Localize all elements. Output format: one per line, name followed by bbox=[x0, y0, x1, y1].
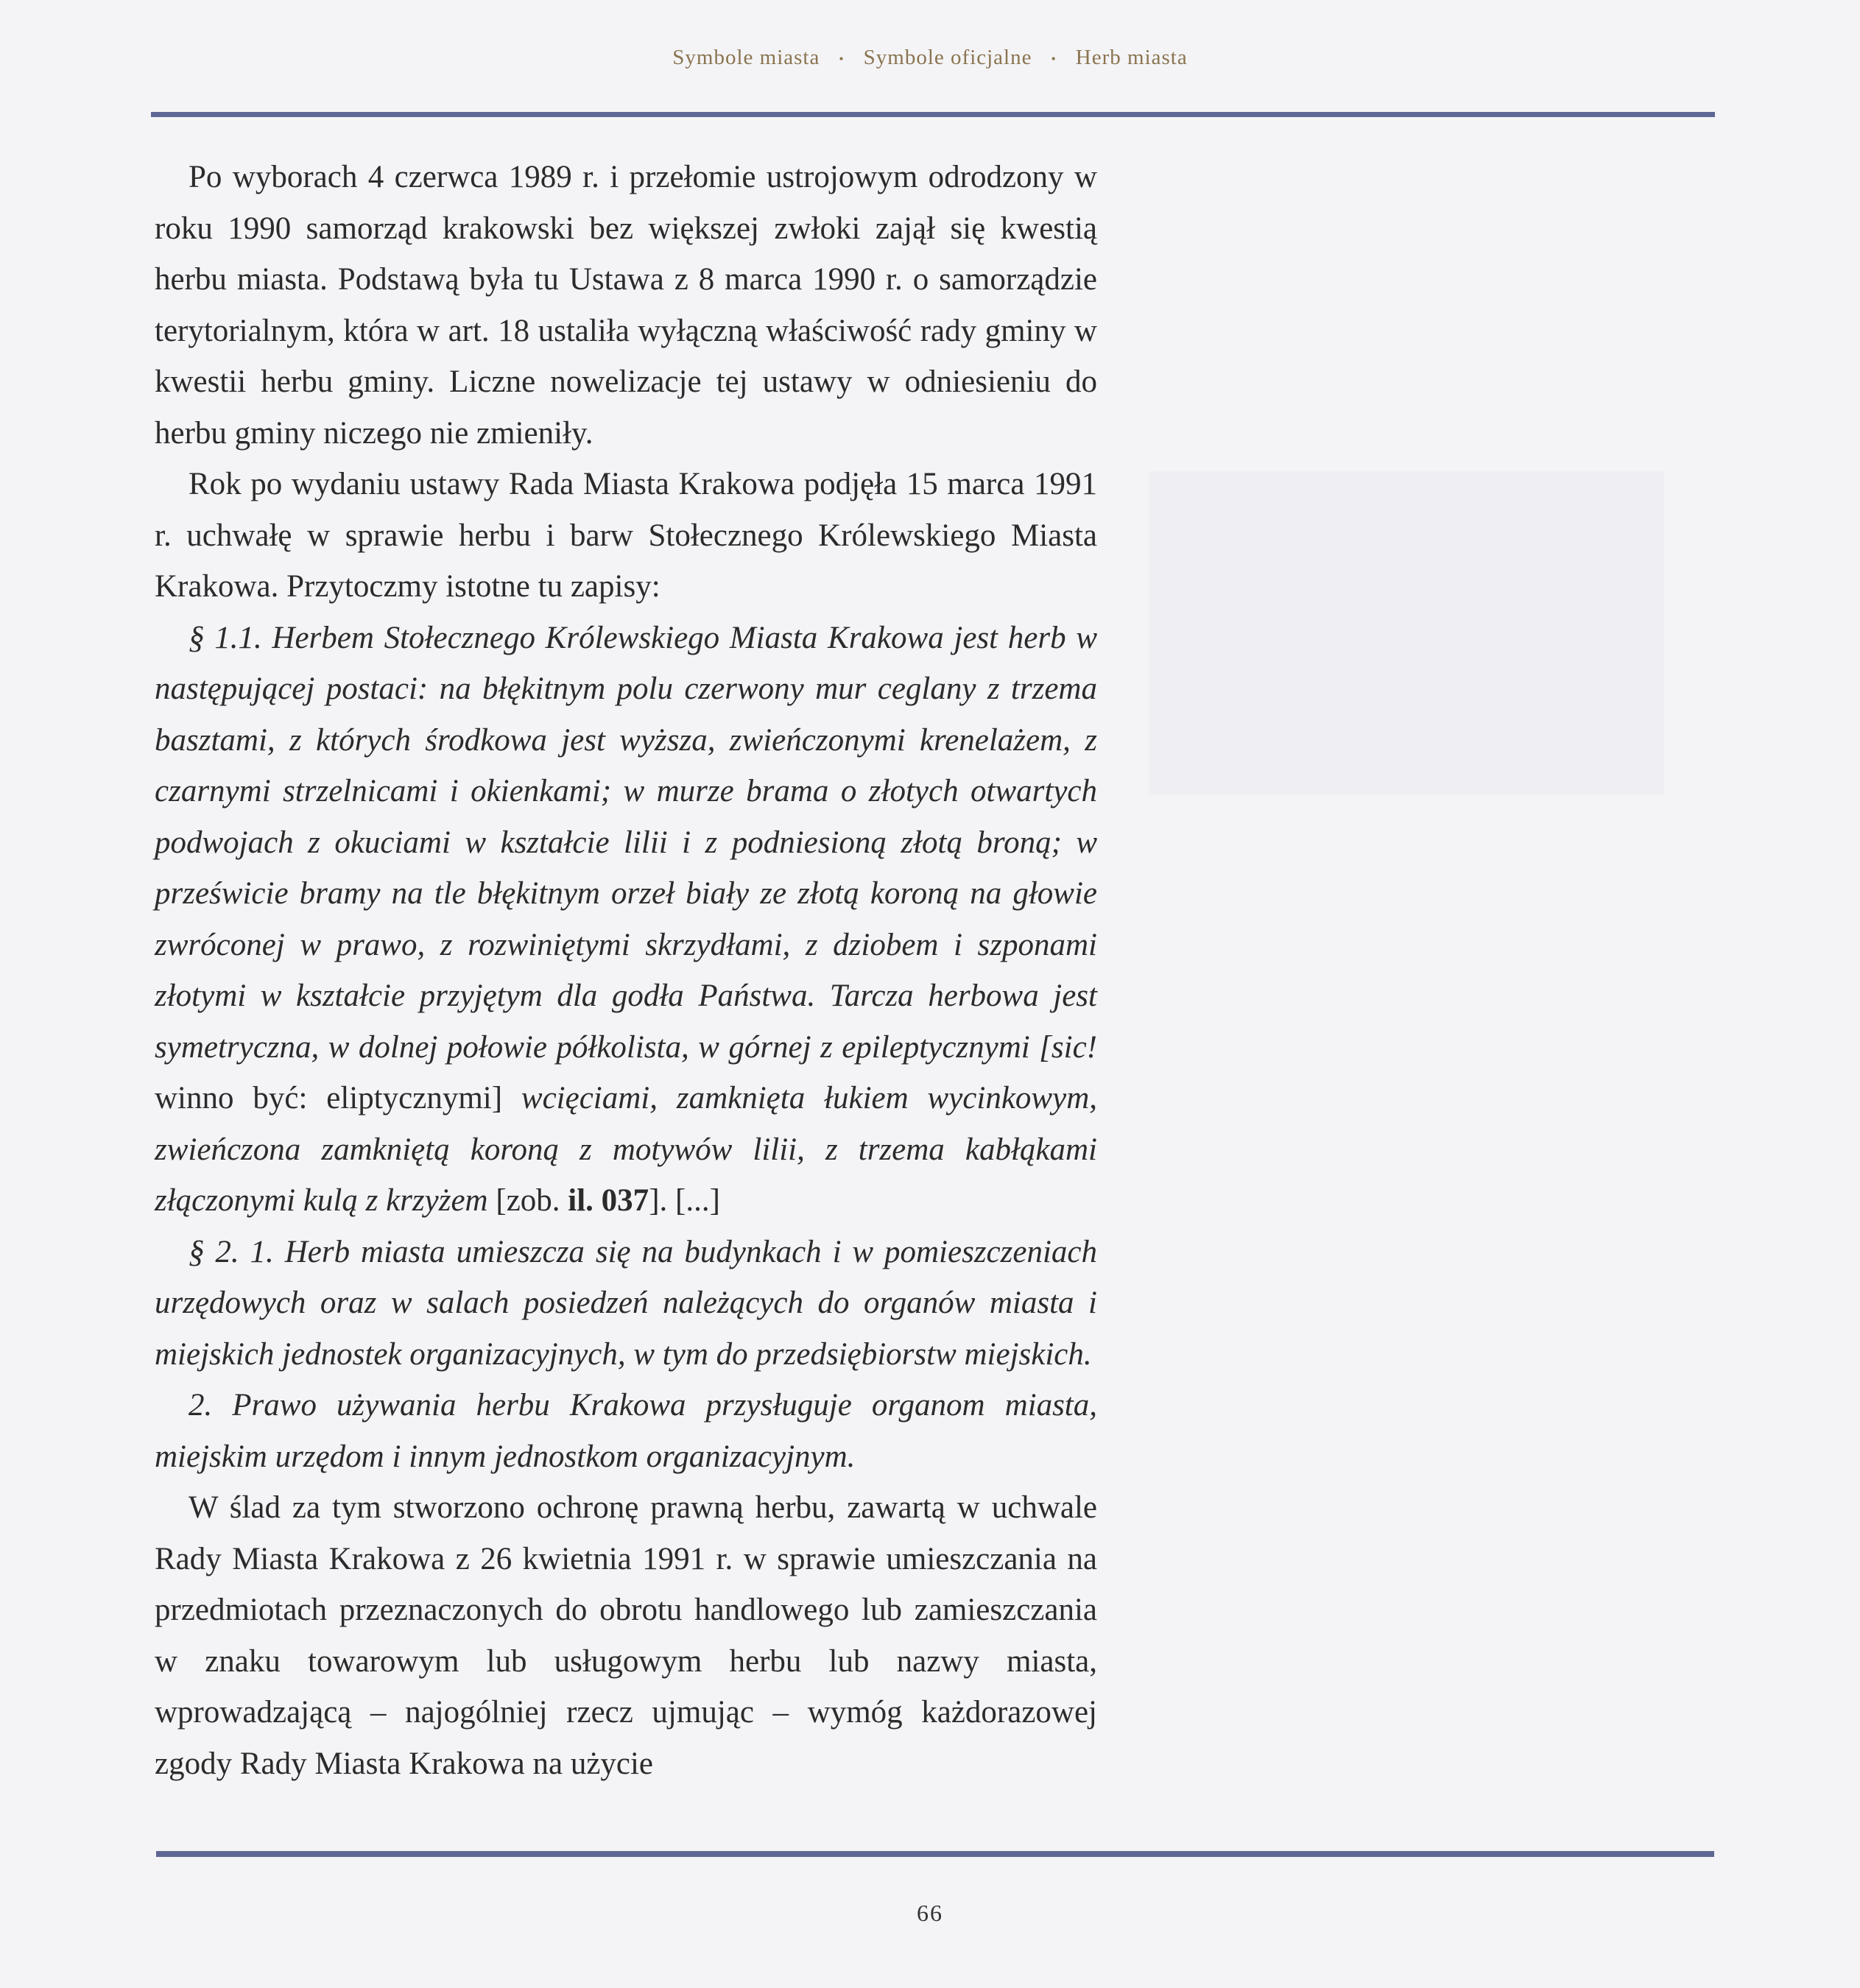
show-through-image-area bbox=[1149, 471, 1664, 795]
paragraph-3: W ślad za tym stworzono ochronę prawną herbu, zawartą w uchwale Rady Miasta Krakowa z 26 kwietnia 1991 r. w sprawie umieszczania na przedmiotach przeznaczonych do obrotu handlowego lub zamieszczania w znaku towarowym lub usługowym herbu lub nazwy miasta, wprowadzającą – najogólniej rzecz ujmując – wymóg każdorazowej zgody Rady Miasta Krakowa na użycie bbox=[155, 1490, 1097, 1781]
running-header bbox=[0, 46, 1860, 70]
quote-1-text-a: § 1.1. Herbem Stołecznego Królewskiego Miasta Krakowa jest herb w następującej postaci: na błękitnym polu czerwony mur ceglany z trzema basztami, z których środkowa jest wyższa, zwieńczonymi krenelażem, z czarnymi strzelnicami i okienkami; w murze brama o złotych otwartych podwojach z okuciami w kształcie lilii i z podniesioną złotą broną; w prześwicie bramy na tle błękitnym orzeł biały ze złotą koroną na głowie zwróconej w prawo, z rozwiniętymi skrzydłami, z dziobem i szponami złotymi w kształcie przyjętym dla godła Państwa. Tarcza herbowa jest symetryczna, w dolnej połowie półkolista, w górnej z epileptycznymi [ bbox=[155, 620, 1097, 1065]
top-rule-divider bbox=[151, 112, 1715, 117]
quote-1-editorial-note: winno być: eliptycznymi] bbox=[155, 1081, 503, 1115]
header-separator-bullet-icon: • bbox=[839, 51, 845, 66]
quote-1-ref-suffix: ]. [...] bbox=[649, 1183, 720, 1218]
page-number: 66 bbox=[917, 1900, 943, 1926]
body-text-column bbox=[155, 152, 1097, 1789]
quote-1-ref-prefix: [zob. bbox=[487, 1183, 568, 1218]
header-separator-bullet-icon: • bbox=[1051, 51, 1057, 66]
quote-paragraph-2: § 2. 1. Herb miasta umieszcza się na budynkach i w pomieszczeniach urzędowych oraz w salach posiedzeń należących do organów miasta i miejskich jednostek organizacyjnych, w tym do przedsiębiorstw miejskich. bbox=[155, 1234, 1097, 1372]
quote-1-text-c: wcięciami, zamknięta łukiem wycinkowym, zwieńczona zamkniętą koroną z motywów lilii, z trzema kabłąkami złączonymi kulą z krzyżem bbox=[155, 1081, 1097, 1218]
bottom-rule-divider bbox=[156, 1851, 1714, 1857]
header-crumb-3: Herb miasta bbox=[1075, 46, 1188, 69]
paragraph-2: Rok po wydaniu ustawy Rada Miasta Krakowa podjęła 15 marca 1991 r. uchwałę w sprawie herbu i barw Stołecznego Królewskiego Miasta Krakowa. Przytoczmy istotne tu zapisy: bbox=[155, 467, 1097, 604]
quote-paragraph-3: 2. Prawo używania herbu Krakowa przysługuje organom miasta, miejskim urzędom i innym jednostkom organizacyjnym. bbox=[155, 1388, 1097, 1474]
illustration-reference: il. 037 bbox=[568, 1183, 649, 1218]
quote-paragraph-1 bbox=[155, 613, 1097, 1227]
header-crumb-1: Symbole miasta bbox=[672, 46, 820, 69]
quote-1-sic: sic! bbox=[1051, 1029, 1097, 1065]
paragraph-1: Po wyborach 4 czerwca 1989 r. i przełomie ustrojowym odrodzony w roku 1990 samorząd krakowski bez większej zwłoki zajął się kwestią herbu miasta. Podstawą była tu Ustawa z 8 marca 1990 r. o samorządzie terytorialnym, która w art. 18 ustaliła wyłączną właściwość rady gminy w kwestii herbu gminy. Liczne nowelizacje tej ustawy w odniesieniu do herbu gminy niczego nie zmieniły. bbox=[155, 160, 1097, 451]
header-crumb-2: Symbole oficjalne bbox=[863, 46, 1032, 69]
